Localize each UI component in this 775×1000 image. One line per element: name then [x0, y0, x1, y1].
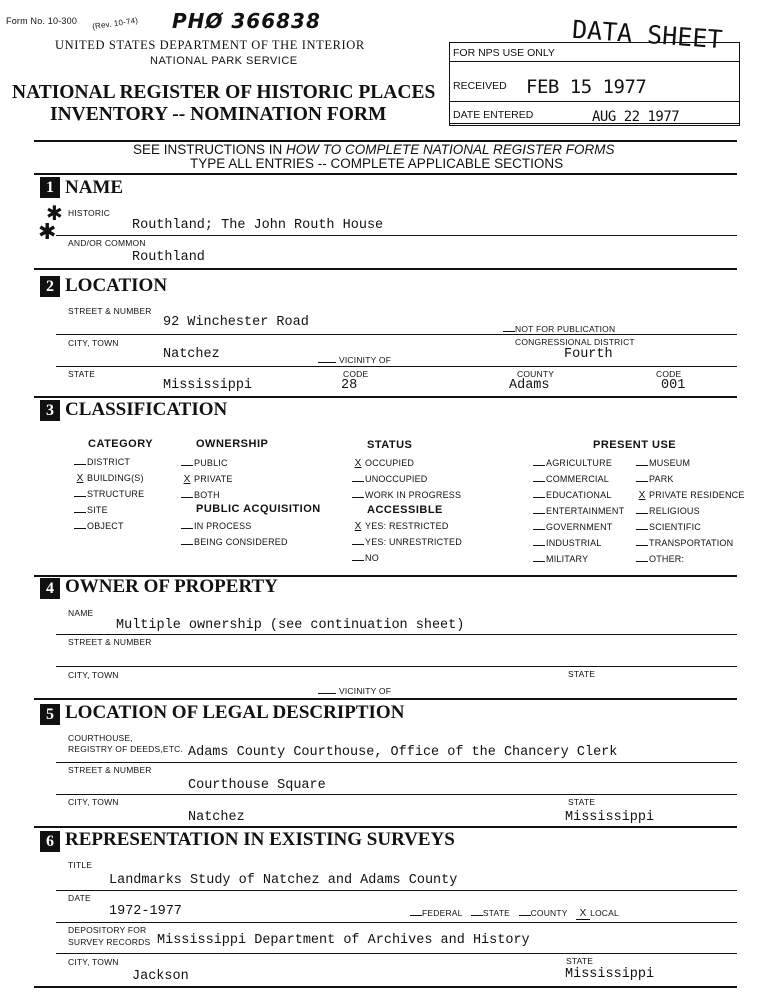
blank-line: [636, 554, 648, 562]
check-mark: X: [638, 490, 646, 501]
common-name-label: AND/OR COMMON: [68, 238, 146, 248]
owner-name-label: NAME: [68, 608, 94, 618]
option-label: PUBLIC: [194, 458, 228, 468]
option-label: STRUCTURE: [87, 489, 145, 499]
blank-line: [636, 474, 648, 482]
county-code: 001: [661, 378, 686, 393]
option-private-residence: [636, 490, 745, 501]
blank-line: [636, 538, 648, 546]
form-title-line2: INVENTORY -- NOMINATION FORM: [50, 104, 387, 125]
historic-label: HISTORIC: [68, 208, 111, 218]
state-option: STATE: [482, 908, 510, 918]
survey-date-label: DATE: [68, 893, 91, 903]
acquisition-heading: PUBLIC ACQUISITION: [196, 503, 321, 515]
section-5-title: LOCATION OF LEGAL DESCRIPTION: [65, 702, 405, 723]
option-label: YES: RESTRICTED: [365, 521, 449, 531]
street-value: 92 Winchester Road: [163, 315, 309, 330]
section-3-title: CLASSIFICATION: [65, 399, 228, 420]
option-label: MILITARY: [546, 554, 589, 564]
option-military: [533, 554, 588, 564]
category-heading: CATEGORY: [88, 438, 154, 450]
option-industrial: [533, 538, 602, 548]
option-label: NO: [365, 553, 379, 563]
instructions-line2: TYPE ALL ENTRIES -- COMPLETE APPLICABLE SECTIONS: [190, 156, 564, 171]
option-label: EDUCATIONAL: [546, 490, 612, 500]
option-label: BUILDING(S): [87, 473, 144, 483]
received-stamp: FEB 15 1977: [526, 76, 647, 98]
asterisk-mark-1: ✱: [46, 203, 63, 225]
option-label: WORK IN PROGRESS: [365, 490, 462, 500]
handwritten-id: PHØ 366838: [172, 9, 321, 33]
survey-date-value: 1972-1977: [109, 904, 182, 919]
section-3-number: 3: [40, 400, 60, 421]
option-work-in-progress: [352, 490, 461, 500]
option-label: OBJECT: [87, 521, 124, 531]
vicinity-of: VICINITY OF: [318, 355, 391, 365]
local-check-mark: X: [576, 908, 590, 920]
option-label: BEING CONSIDERED: [194, 537, 288, 547]
blank-line: [533, 490, 545, 498]
date-entered-label: DATE ENTERED: [453, 109, 534, 121]
check-mark: X: [354, 458, 362, 469]
option-government: [533, 522, 613, 532]
option-label: TRANSPORTATION: [649, 538, 734, 548]
option-label: ENTERTAINMENT: [546, 506, 625, 516]
instructions-line1: SEE INSTRUCTIONS IN HOW TO COMPLETE NATIONAL REGISTER FORMS: [133, 142, 615, 157]
courthouse-value: Adams County Courthouse, Office of the Chancery Clerk: [188, 745, 618, 760]
present-use-heading: PRESENT USE: [593, 439, 677, 451]
depository-label-1: DEPOSITORY FOR: [68, 925, 147, 935]
common-name: Routhland: [132, 250, 205, 265]
option-label: PARK: [649, 474, 674, 484]
owner-name: Multiple ownership (see continuation sheet): [116, 618, 465, 633]
option-museum: [636, 458, 690, 468]
option-district: [74, 457, 130, 467]
owner-city-label: CITY, TOWN: [68, 670, 119, 680]
service-name: NATIONAL PARK SERVICE: [150, 55, 298, 67]
county-value: Adams: [509, 378, 550, 393]
legal-city-value: Natchez: [188, 810, 245, 825]
option-in-process: [181, 521, 252, 531]
option-label: IN PROCESS: [194, 521, 252, 531]
option-occupied: [352, 458, 414, 469]
option-label: DISTRICT: [87, 457, 131, 467]
state-label: STATE: [68, 369, 96, 379]
asterisk-mark-2: ✱: [38, 219, 57, 244]
courthouse-label: COURTHOUSE,: [68, 733, 133, 743]
option-label: PRIVATE: [194, 474, 233, 484]
option-private: [181, 474, 233, 485]
option-other: [636, 554, 684, 564]
ownership-heading: OWNERSHIP: [196, 438, 269, 450]
option-being-considered: [181, 537, 288, 547]
survey-state-label: STATE: [566, 956, 594, 966]
blank-line: [352, 553, 364, 561]
option-label: RELIGIOUS: [649, 506, 700, 516]
survey-city-label: CITY, TOWN: [68, 957, 119, 967]
option-label: BOTH: [194, 490, 220, 500]
blank-line: [533, 506, 545, 514]
blank-line: [533, 522, 545, 530]
county-label: COUNTY: [517, 369, 555, 379]
date-entered-stamp: AUG 22 1977: [592, 109, 680, 125]
section-4-title: OWNER OF PROPERTY: [65, 576, 278, 597]
option-park: [636, 474, 674, 484]
option-label: SITE: [87, 505, 108, 515]
county-option: COUNTY: [530, 908, 568, 918]
street-label: STREET & NUMBER: [68, 306, 152, 316]
option-commercial: [533, 474, 609, 484]
section-2-number: 2: [40, 276, 60, 297]
option-site: [74, 505, 108, 515]
option-building-s: [74, 473, 144, 484]
option-label: GOVERNMENT: [546, 522, 613, 532]
blank-line: [636, 522, 648, 530]
not-for-publication: NOT FOR PUBLICATION: [503, 324, 615, 334]
option-label: AGRICULTURE: [546, 458, 613, 468]
city-label: CITY, TOWN: [68, 338, 119, 348]
received-label: RECEIVED: [453, 80, 507, 92]
blank-line: [636, 506, 648, 514]
check-mark: X: [354, 521, 362, 532]
agency-name: UNITED STATES DEPARTMENT OF THE INTERIOR: [55, 38, 365, 52]
blank-line: [181, 458, 193, 466]
blank-line: [74, 521, 86, 529]
blank-line: [352, 490, 364, 498]
blank-line: [181, 537, 193, 545]
federal-option: FEDERAL: [422, 908, 463, 918]
blank-line: [181, 521, 193, 529]
nps-use-box: [449, 42, 740, 126]
option-object: [74, 521, 124, 531]
legal-street-label: STREET & NUMBER: [68, 765, 152, 775]
option-transportation: [636, 538, 733, 548]
congressional-value: Fourth: [564, 347, 613, 362]
blank-line: [74, 457, 86, 465]
legal-state-value: Mississippi: [565, 810, 655, 825]
option-scientific: [636, 522, 701, 532]
blank-line: [636, 458, 648, 466]
state-code-label: CODE: [343, 369, 369, 379]
blank-line: [181, 490, 193, 498]
legal-street-value: Courthouse Square: [188, 778, 326, 793]
form-title-line1: NATIONAL REGISTER OF HISTORIC PLACES: [12, 82, 436, 103]
city-value: Natchez: [163, 347, 220, 362]
option-label: COMMERCIAL: [546, 474, 610, 484]
blank-line: [533, 474, 545, 482]
option-label: YES: UNRESTRICTED: [365, 537, 462, 547]
option-yes-restricted: [352, 521, 449, 532]
blank-line: [74, 489, 86, 497]
option-label: UNOCCUPIED: [365, 474, 428, 484]
section-5-number: 5: [40, 704, 60, 725]
owner-vicinity-of: VICINITY OF: [318, 686, 391, 696]
form-revision: (Rev. 10-74): [91, 15, 139, 32]
option-public: [181, 458, 228, 468]
option-no: [352, 553, 379, 563]
section-6-number: 6: [40, 831, 60, 852]
legal-state-label: STATE: [568, 797, 596, 807]
congressional-label: CONGRESSIONAL DISTRICT: [515, 337, 635, 347]
option-unoccupied: [352, 474, 428, 484]
option-structure: [74, 489, 144, 499]
blank-line: [352, 537, 364, 545]
option-educational: [533, 490, 612, 500]
option-label: MUSEUM: [649, 458, 691, 468]
status-heading: STATUS: [367, 439, 413, 451]
state-code: 28: [341, 378, 358, 393]
option-label: OCCUPIED: [365, 458, 415, 468]
blank-line: [533, 538, 545, 546]
historic-name: Routhland; The John Routh House: [132, 218, 384, 233]
county-code-label: CODE: [656, 369, 682, 379]
blank-line: [74, 505, 86, 513]
local-option: LOCAL: [590, 908, 619, 918]
survey-title-value: Landmarks Study of Natchez and Adams County: [109, 873, 458, 888]
section-4-number: 4: [40, 578, 60, 599]
section-2-title: LOCATION: [65, 275, 168, 296]
option-both: [181, 490, 220, 500]
option-label: INDUSTRIAL: [546, 538, 602, 548]
owner-street-label: STREET & NUMBER: [68, 637, 152, 647]
section-1-title: NAME: [65, 177, 124, 198]
survey-title-label: TITLE: [68, 860, 93, 870]
option-religious: [636, 506, 700, 516]
state-value: Mississippi: [163, 378, 253, 393]
accessible-heading: ACCESSIBLE: [367, 504, 443, 516]
form-number: Form No. 10-300: [6, 16, 78, 26]
option-entertainment: [533, 506, 624, 516]
survey-state-value: Mississippi: [565, 967, 655, 982]
section-6-title: REPRESENTATION IN EXISTING SURVEYS: [65, 829, 455, 850]
registry-label: REGISTRY OF DEEDS,ETC.: [68, 744, 184, 754]
check-mark: X: [76, 473, 84, 484]
legal-city-label: CITY, TOWN: [68, 797, 119, 807]
check-mark: X: [183, 474, 191, 485]
option-label: OTHER:: [649, 554, 685, 564]
blank-line: [533, 458, 545, 466]
data-sheet-stamp: DATA SHEET: [571, 14, 724, 55]
owner-state-label: STATE: [568, 669, 596, 679]
option-yes-unrestricted: [352, 537, 462, 547]
depository-value: Mississippi Department of Archives and History: [157, 933, 530, 948]
option-label: PRIVATE RESIDENCE: [649, 490, 745, 500]
option-label: SCIENTIFIC: [649, 522, 702, 532]
blank-line: [533, 554, 545, 562]
section-1-number: 1: [40, 177, 60, 198]
option-agriculture: [533, 458, 612, 468]
depository-label-2: SURVEY RECORDS: [68, 937, 151, 947]
survey-level-options: [410, 908, 619, 920]
survey-city-value: Jackson: [132, 969, 189, 984]
nps-box-header: FOR NPS USE ONLY: [453, 47, 555, 59]
blank-line: [352, 474, 364, 482]
